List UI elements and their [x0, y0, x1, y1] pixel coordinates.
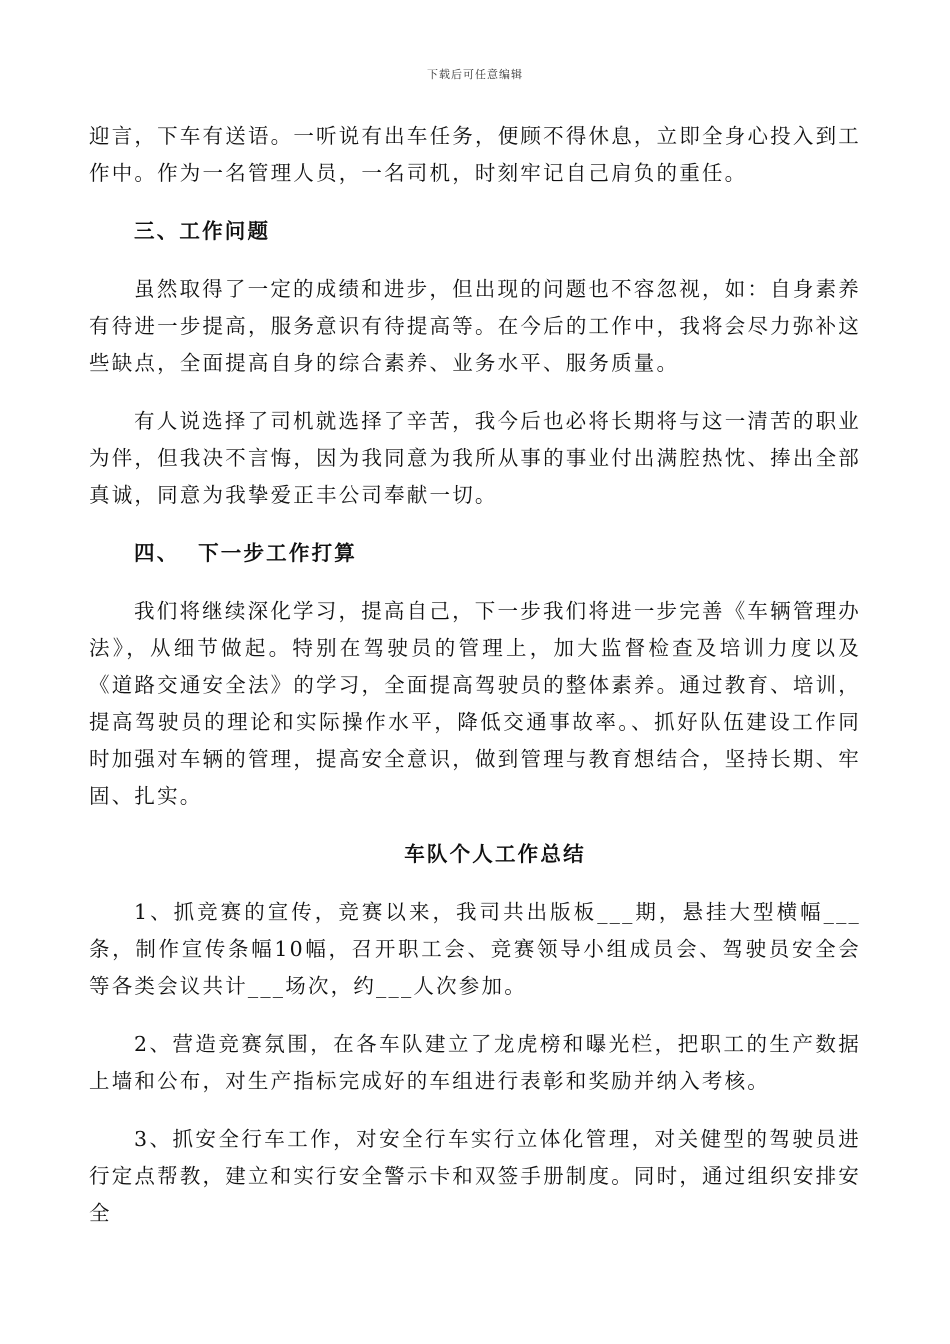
- section-heading-next-steps: 四、 下一步工作打算: [134, 541, 357, 565]
- paragraph-continuation: 迎言，下车有送语。一听说有出车任务，便顾不得休息，立即全身心投入到工作中。作为一名管理人员，一名司机，时刻牢记自己肩负的重任。: [89, 124, 861, 185]
- paragraph-next-steps: 我们将继续深化学习，提高自己，下一步我们将进一步完善《车辆管理办法》，从细节做起。特别在驾驶员的管理上，加大监督检查及培训力度以及《道路交通安全法》的学习，全面提高驾驶员的整体素养。通过教育、培训，提高驾驶员的理论和实际操作水平，降低交通事故率。、抓好队伍建设工作同时加强对车辆的管理，提高安全意识，做到管理与教育想结合，坚持长期、牢固、扎实。: [89, 599, 861, 808]
- document-title: 车队个人工作总结: [404, 842, 586, 866]
- document-body: [89, 118, 861, 1253]
- paragraph-problems: 虽然取得了一定的成绩和进步，但出现的问题也不容忽视，如：自身素养有待进一步提高，服务意识有待提高等。在今后的工作中，我将会尽力弥补这些缺点，全面提高自身的综合素养、业务水平、服务质量。: [89, 277, 861, 375]
- section-heading-work-problems: 三、工作问题: [134, 219, 271, 243]
- page-header: 下载后可任意编辑: [427, 68, 523, 81]
- paragraph-commitment: 有人说选择了司机就选择了辛苦，我今后也必将长期将与这一清苦的职业为伴，但我决不言悔，因为我同意为我所从事的事业付出满腔热忱、捧出全部真诚，同意为我挚爱正丰公司奉献一切。: [89, 409, 861, 507]
- paragraph-item-2: 2、营造竞赛氛围，在各车队建立了龙虎榜和曝光栏，把职工的生产数据上墙和公布，对生产指标完成好的车组进行表彰和奖励并纳入考核。: [89, 1032, 861, 1093]
- paragraph-item-3: 3、抓安全行车工作，对安全行车实行立体化管理，对关健型的驾驶员进行定点帮教，建立和实行安全警示卡和双签手册制度。同时，通过组织安排安全: [89, 1127, 861, 1225]
- paragraph-item-1: 1、抓竞赛的宣传，竞赛以来，我司共出版板___期，悬挂大型横幅___条，制作宣传条幅10幅，召开职工会、竞赛领导小组成员会、驾驶员安全会等各类会议共计___场次，约___人次参加。: [89, 900, 861, 998]
